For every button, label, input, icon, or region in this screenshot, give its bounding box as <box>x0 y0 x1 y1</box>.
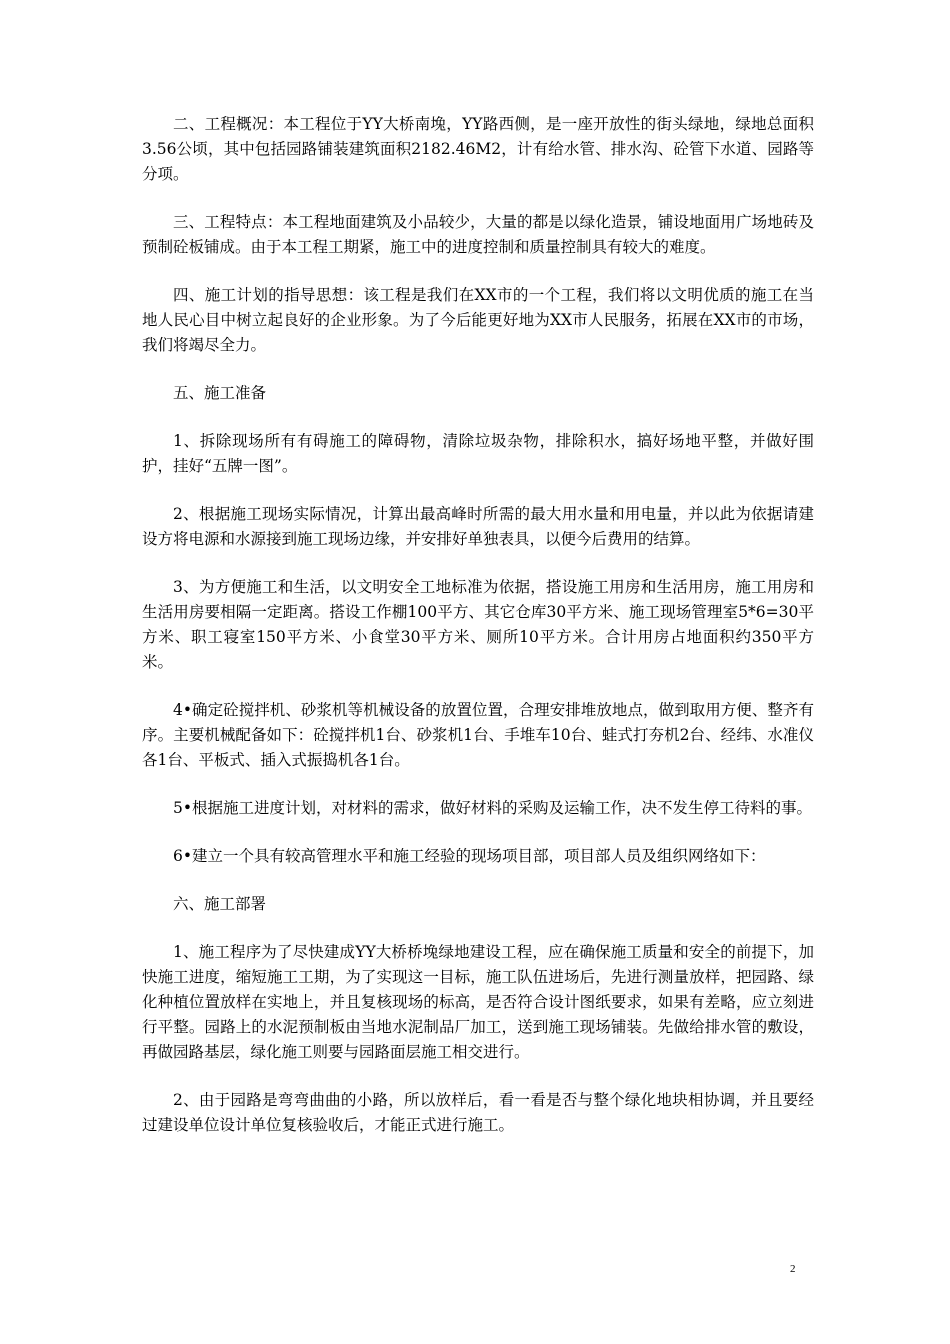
heading-construction-deployment: 六、施工部署 <box>173 895 267 913</box>
paragraph-prep-item-4: 4•确定砼搅拌机、砂浆机等机械设备的放置位置，合理安排堆放地点，做到取用方便、整齐有序。主要机械配备如下：砼搅拌机1台、砂浆机1台、手堆车10台、蛙式打夯机2台、经纬、水准仪各1台、平板式、插入式振捣机各1台。 <box>142 701 814 769</box>
paragraph-prep-item-1: 1、拆除现场所有有碍施工的障碍物，清除垃圾杂物，排除积水，搞好场地平整，并做好围护，挂好“五牌一图”。 <box>142 432 814 475</box>
paragraph-prep-item-6: 6•建立一个具有较高管理水平和施工经验的现场项目部，项目部人员及组织网络如下： <box>173 847 766 865</box>
paragraph-prep-item-2: 2、根据施工现场实际情况，计算出最高峰时所需的最大用水量和用电量，并以此为依据请建设方将电源和水源接到施工现场边缘，并安排好单独表具，以便今后费用的结算。 <box>142 505 814 548</box>
paragraph-project-overview: 二、工程概况：本工程位于YY大桥南堍，YY路西侧，是一座开放性的街头绿地，绿地总面积3.56公顷，其中包括园路铺装建筑面积2182.46M2，计有给水管、排水沟、砼管下水道、园路等分项。 <box>142 115 814 183</box>
heading-construction-preparation: 五、施工准备 <box>173 384 267 402</box>
paragraph-deploy-item-1: 1、施工程序为了尽快建成YY大桥桥堍绿地建设工程，应在确保施工质量和安全的前提下，加快施工进度，缩短施工工期，为了实现这一目标，施工队伍进场后，先进行测量放样，把园路、绿化种植位置放样在实地上，并且复核现场的标高，是否符合设计图纸要求，如果有差略，应立刻进行平整。园路上的水泥预制板由当地水泥制品厂加工，送到施工现场铺装。先做给排水管的敷设，再做园路基层，绿化施工则要与园路面层施工相交进行。 <box>142 943 814 1061</box>
page-number: 2 <box>790 1263 796 1275</box>
paragraph-guiding-thought: 四、施工计划的指导思想：该工程是我们在XX市的一个工程，我们将以文明优质的施工在当地人民心目中树立起良好的企业形象。为了今后能更好地为XX市人民服务，拓展在XX市的市场，我们将竭尽全力。 <box>142 286 814 354</box>
paragraph-deploy-item-2: 2、由于园路是弯弯曲曲的小路，所以放样后，看一看是否与整个绿化地块相协调，并且要经过建设单位设计单位复核验收后，才能正式进行施工。 <box>142 1091 814 1134</box>
paragraph-prep-item-5: 5•根据施工进度计划，对材料的需求，做好材料的采购及运输工作，决不发生停工待料的事。 <box>173 799 813 817</box>
document-page <box>142 112 814 1161</box>
paragraph-project-features: 三、工程特点：本工程地面建筑及小品较少，大量的都是以绿化造景，铺设地面用广场地砖及预制砼板铺成。由于本工程工期紧，施工中的进度控制和质量控制具有较大的难度。 <box>142 213 814 256</box>
paragraph-prep-item-3: 3、为方便施工和生活，以文明安全工地标准为依据，搭设施工用房和生活用房，施工用房和生活用房要相隔一定距离。搭设工作棚100平方、其它仓库30平方米、施工现场管理室5*6=30平方米、职工寝室150平方米、小食堂30平方米、厕所10平方米。合计用房占地面积约350平方米。 <box>142 578 814 671</box>
